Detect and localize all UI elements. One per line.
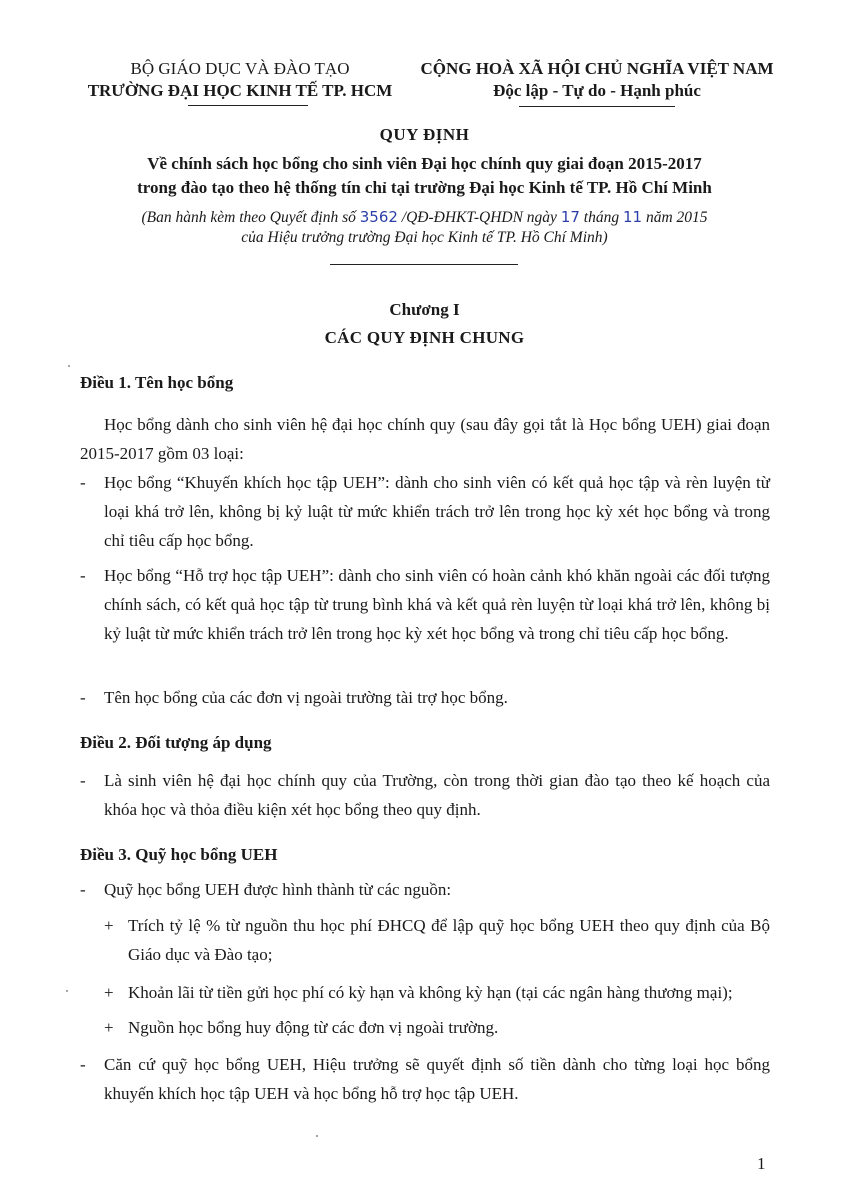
plus-marker: + <box>104 983 114 1002</box>
scan-speck <box>68 365 70 367</box>
issuance-note-line1: (Ban hành kèm theo Quyết định số 3562 /QĐ-ĐHKT-QHDN ngày 17 tháng 11 năm 2015 <box>141 208 708 226</box>
article-1-bullet-2: Học bổng “Hỗ trợ học tập UEH”: dành cho sinh viên có hoàn cảnh khó khăn ngoài các đối tượng chính sách, có kết quả học tập từ trung bình khá và kết quả rèn luyện từ loại khá trở lên, không bị kỷ luật từ mức khiển trách trở lên trong học kỳ xét học bổng và trong chỉ tiêu cấp học bổng. <box>104 566 770 643</box>
handwritten-day: 17 <box>560 208 580 226</box>
plus-marker: + <box>104 1018 114 1037</box>
chapter-title: CÁC QUY ĐỊNH CHUNG <box>324 328 525 347</box>
article-3-sub-bullet-2: Khoản lãi từ tiền gửi học phí có kỳ hạn và không kỳ hạn (tại các ngân hàng thương mại); <box>128 983 733 1002</box>
header-ministry-block <box>80 58 400 102</box>
article-3-heading: Điều 3. Quỹ học bổng UEH <box>80 845 278 864</box>
article-3-sub-bullet-1: Trích tỷ lệ % từ nguồn thu học phí ĐHCQ để lập quỹ học bổng UEH theo quy định của Bộ Giáo dục và Đào tạo; <box>128 916 770 964</box>
plus-marker: + <box>104 916 114 935</box>
document-subtitle-line1: Về chính sách học bổng cho sinh viên Đại học chính quy giai đoạn 2015-2017 <box>147 154 702 173</box>
document-title: QUY ĐỊNH <box>379 125 470 144</box>
issuance-note-line2: của Hiệu trưởng trường Đại học Kinh tế TP. Hồ Chí Minh) <box>241 229 608 246</box>
dash-marker: - <box>80 688 86 707</box>
national-title: CỘNG HOÀ XÃ HỘI CHỦ NGHĨA VIỆT NAM <box>420 59 774 78</box>
university-underline <box>188 105 308 106</box>
article-3-sub-bullet-3: Nguồn học bổng huy động từ các đơn vị ngoài trường. <box>128 1018 499 1037</box>
header-national-block <box>412 58 782 102</box>
dash-marker: - <box>80 880 86 899</box>
dash-marker: - <box>80 566 86 585</box>
dash-marker: - <box>80 771 86 790</box>
article-1-heading: Điều 1. Tên học bổng <box>80 373 234 392</box>
dash-marker: - <box>80 1055 86 1074</box>
article-3-bullet-2: Căn cứ quỹ học bổng UEH, Hiệu trưởng sẽ quyết định số tiền dành cho từng loại học bổng khuyến khích học tập UEH và học bổng hỗ trợ học tập UEH. <box>104 1055 770 1103</box>
handwritten-month: 11 <box>622 208 643 226</box>
handwritten-decision-number: 3562 <box>359 208 398 226</box>
chapter-number: Chương I <box>389 300 460 319</box>
document-subtitle-line2: trong đào tạo theo hệ thống tín chỉ tại trường Đại học Kinh tế TP. Hồ Chí Minh <box>137 178 712 197</box>
title-divider <box>330 264 518 265</box>
article-1-bullet-3: Tên học bổng của các đơn vị ngoài trường tài trợ học bổng. <box>104 688 508 707</box>
article-1-intro: Học bổng dành cho sinh viên hệ đại học chính quy (sau đây gọi tắt là Học bổng UEH) giai đoạn 2015-2017 gồm 03 loại: <box>80 415 770 463</box>
dash-marker: - <box>80 473 86 492</box>
page-number: 1 <box>757 1154 766 1173</box>
article-3-bullet-1: Quỹ học bổng UEH được hình thành từ các nguồn: <box>104 880 452 899</box>
scan-speck <box>316 1135 318 1137</box>
article-2-heading: Điều 2. Đối tượng áp dụng <box>80 733 272 752</box>
motto-underline <box>519 106 675 107</box>
article-1-bullet-1: Học bổng “Khuyến khích học tập UEH”: dành cho sinh viên có kết quả học tập và rèn luyện từ loại khá trở lên, không bị kỷ luật từ mức khiển trách trở lên trong học kỳ xét học bổng và trong chỉ tiêu cấp học bổng. <box>104 473 770 550</box>
article-2-bullet-1: Là sinh viên hệ đại học chính quy của Trường, còn trong thời gian đào tạo theo kế hoạch của khóa học và thỏa điều kiện xét học bổng theo quy định. <box>104 771 770 819</box>
university-name: TRƯỜNG ĐẠI HỌC KINH TẾ TP. HCM <box>87 81 393 100</box>
ministry-name: BỘ GIÁO DỤC VÀ ĐÀO TẠO <box>130 59 350 78</box>
national-motto: Độc lập - Tự do - Hạnh phúc <box>493 81 701 100</box>
scan-speck <box>66 990 68 992</box>
